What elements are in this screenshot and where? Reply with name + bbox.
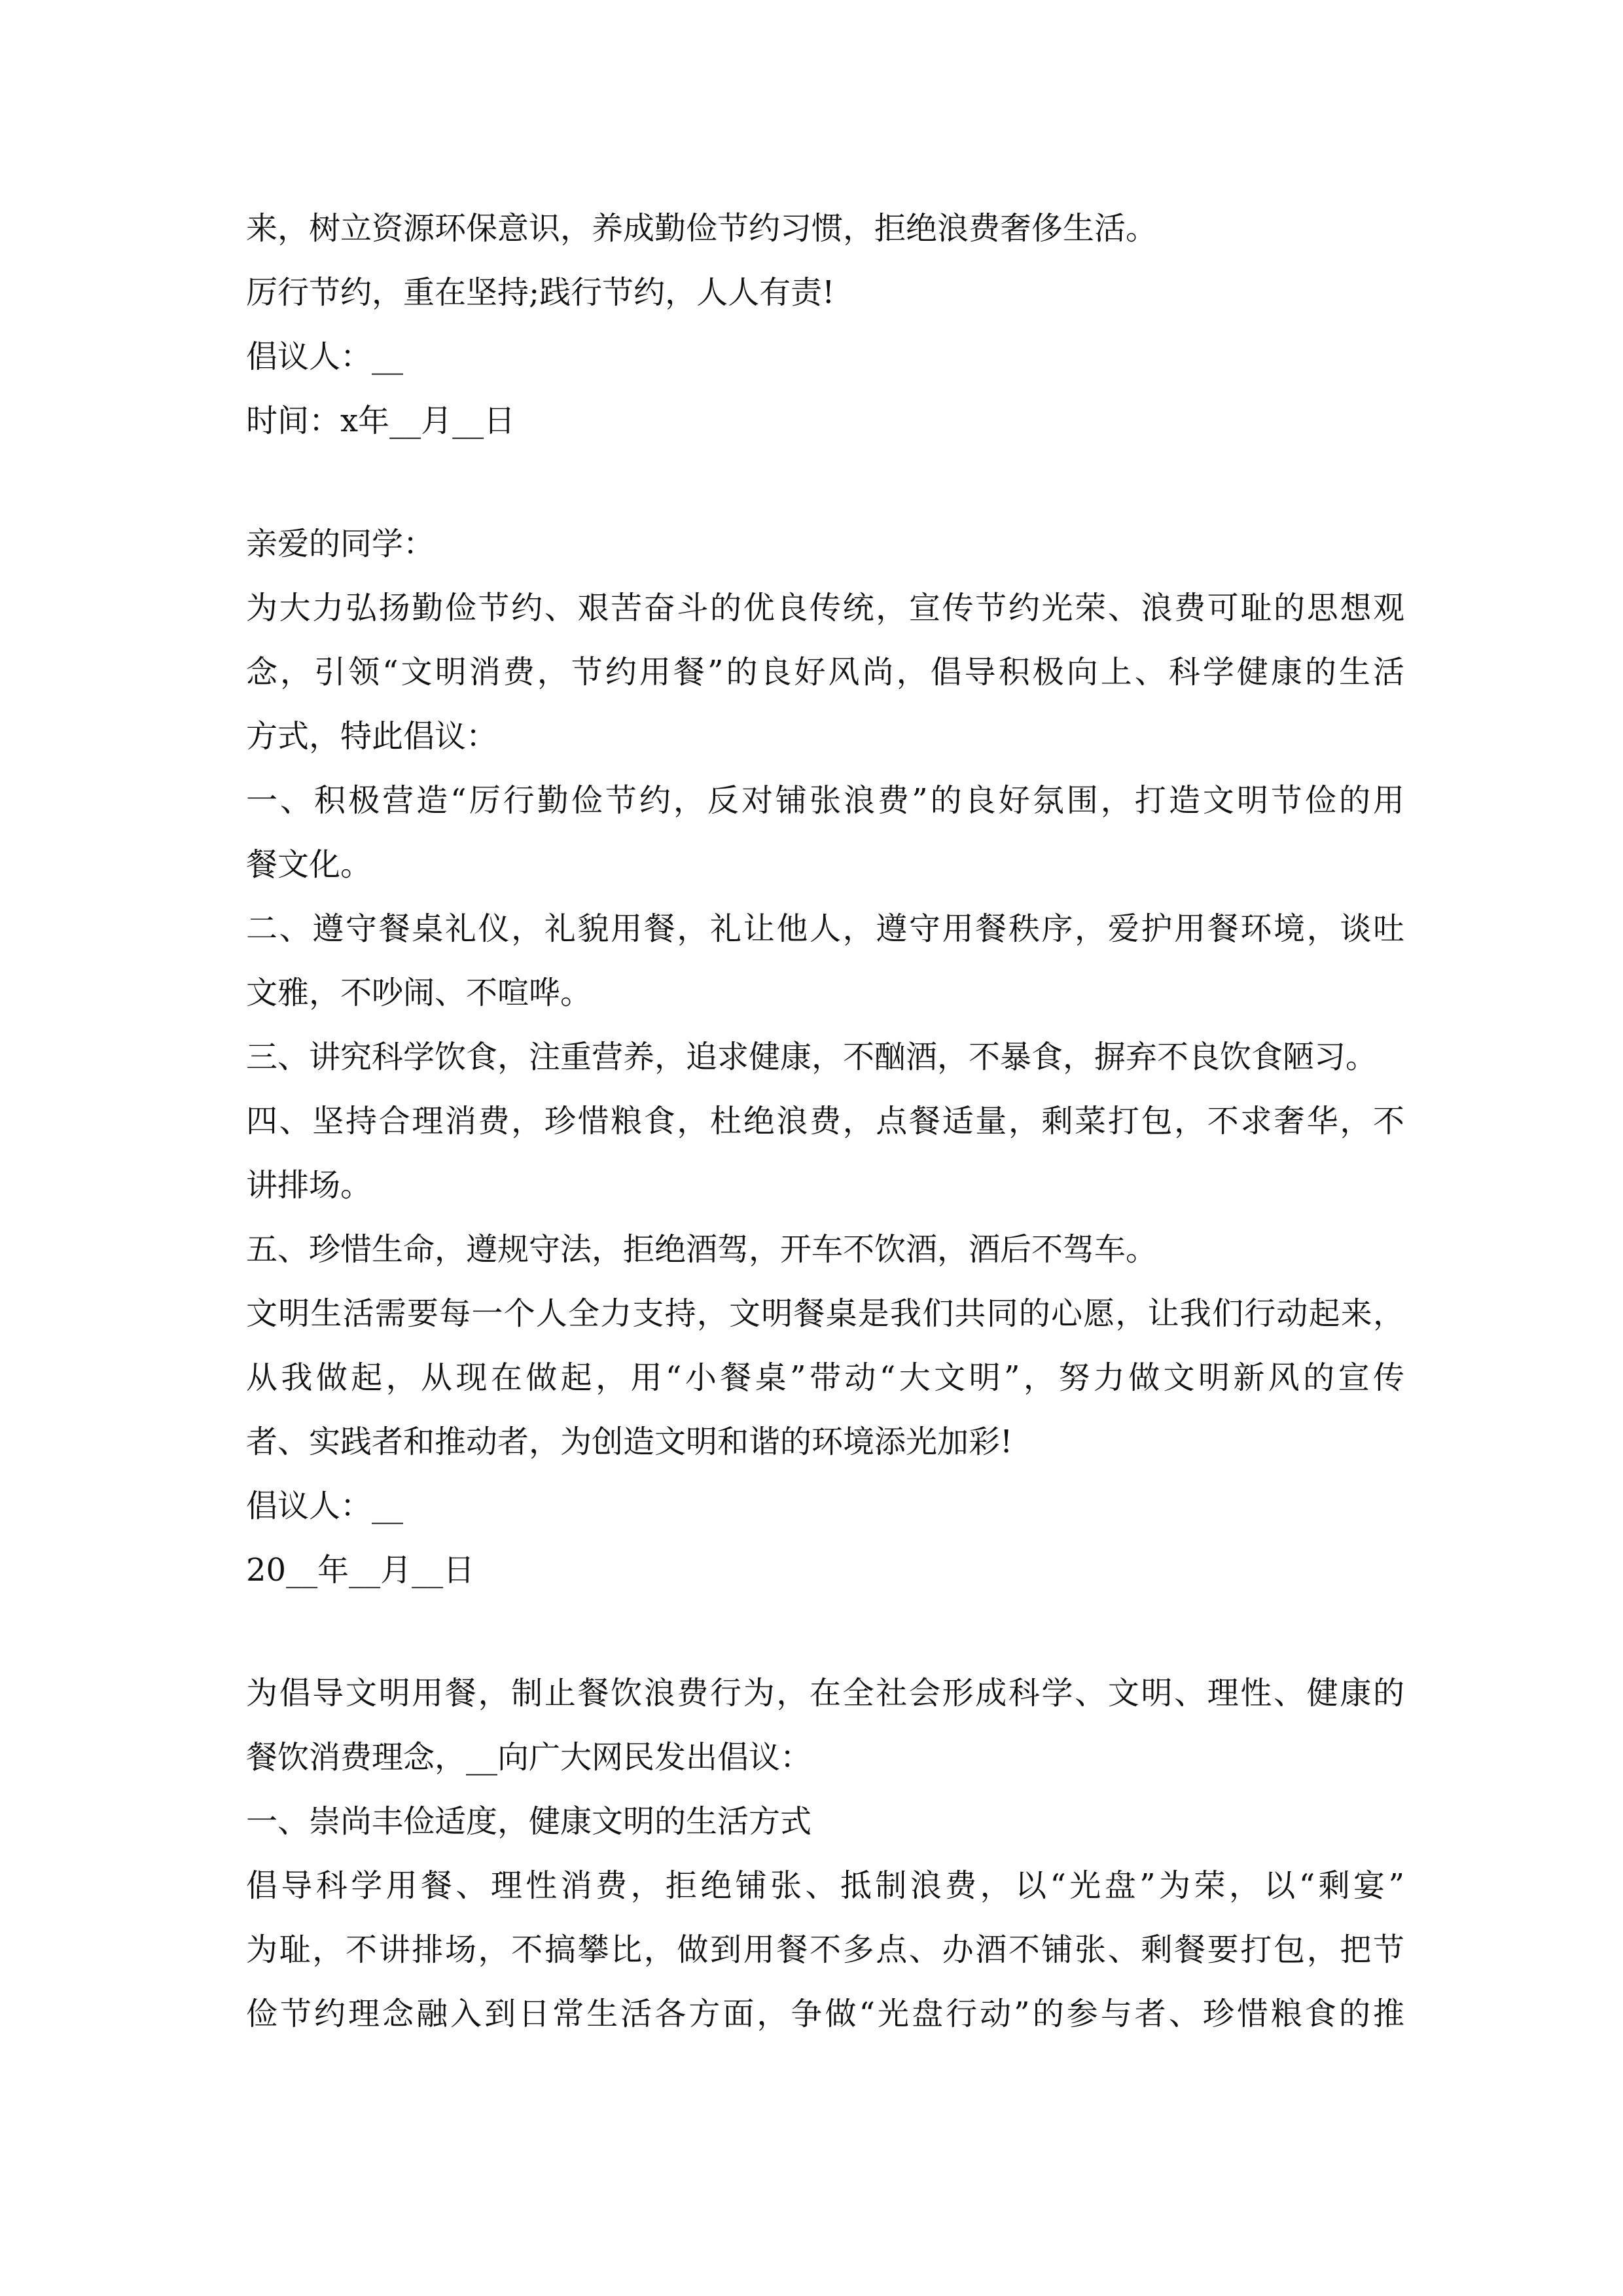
document-body [246,196,1404,2046]
date-line: 20__年__月__日 [246,1552,475,1588]
list-item-4-cont: 讲排场。 [246,1167,372,1204]
paragraph-line: 文明生活需要每一个人全力支持，文明餐桌是我们共同的心愿，让我们行动起来， [246,1295,1404,1332]
section-gap [246,1602,1404,1661]
paragraph-line: 者、实践者和推动者，为创造文明和谐的环境添光加彩! [246,1424,1013,1460]
list-item-5: 五、珍惜生命，遵规守法，拒绝酒驾，开车不饮酒，酒后不驾车。 [246,1231,1158,1268]
paragraph-line: 方式，特此倡议： [246,718,498,755]
list-item-4: 四、坚持合理消费，珍惜粮食，杜绝浪费，点餐适量，剩菜打包，不求奢华，不 [246,1103,1404,1139]
paragraph-line: 为耻，不讲排场，不搞攀比，做到用餐不多点、办酒不铺张、剩餐要打包，把节 [246,1931,1404,1968]
greeting: 亲爱的同学： [246,526,435,562]
date-line: 时间：x年__月__日 [246,403,516,439]
paragraph-line: 俭节约理念融入到日常生活各方面，争做“光盘行动”的参与者、珍惜粮食的推 [246,1996,1404,2032]
list-item-1: 一、积极营造“厉行勤俭节约，反对铺张浪费”的良好氛围，打造文明节俭的用 [246,782,1404,819]
list-item-2-cont: 文雅，不吵闹、不喧哗。 [246,975,592,1011]
paragraph-line: 来，树立资源环保意识，养成勤俭节约习惯，拒绝浪费奢侈生活。 [246,210,1158,247]
paragraph-line: 为倡导文明用餐，制止餐饮浪费行为，在全社会形成科学、文明、理性、健康的 [246,1675,1404,1712]
list-item-1-cont: 餐文化。 [246,846,372,883]
paragraph-line: 厉行节约，重在坚持;践行节约，人人有责! [246,274,835,311]
paragraph-line: 念，引领“文明消费，节约用餐”的良好风尚，倡导积极向上、科学健康的生活 [246,654,1404,691]
list-item-2: 二、遵守餐桌礼仪，礼貌用餐，礼让他人，遵守用餐秩序，爱护用餐环境，谈吐 [246,910,1404,947]
signer-line: 倡议人：__ [246,338,404,375]
section-heading: 一、崇尚丰俭适度，健康文明的生活方式 [246,1803,812,1840]
list-item-3: 三、讲究科学饮食，注重营养，追求健康，不酗酒，不暴食，摒弃不良饮食陋习。 [246,1039,1378,1075]
signer-line: 倡议人：__ [246,1488,404,1524]
paragraph-line: 餐饮消费理念，__向广大网民发出倡议： [246,1739,812,1776]
paragraph-line: 从我做起，从现在做起，用“小餐桌”带动“大文明”，努力做文明新风的宣传 [246,1359,1404,1396]
section-gap [246,453,1404,512]
paragraph-line: 为大力弘扬勤俭节约、艰苦奋斗的优良传统，宣传节约光荣、浪费可耻的思想观 [246,590,1404,626]
paragraph-line: 倡导科学用餐、理性消费，拒绝铺张、抵制浪费，以“光盘”为荣，以“剩宴” [246,1867,1404,1904]
